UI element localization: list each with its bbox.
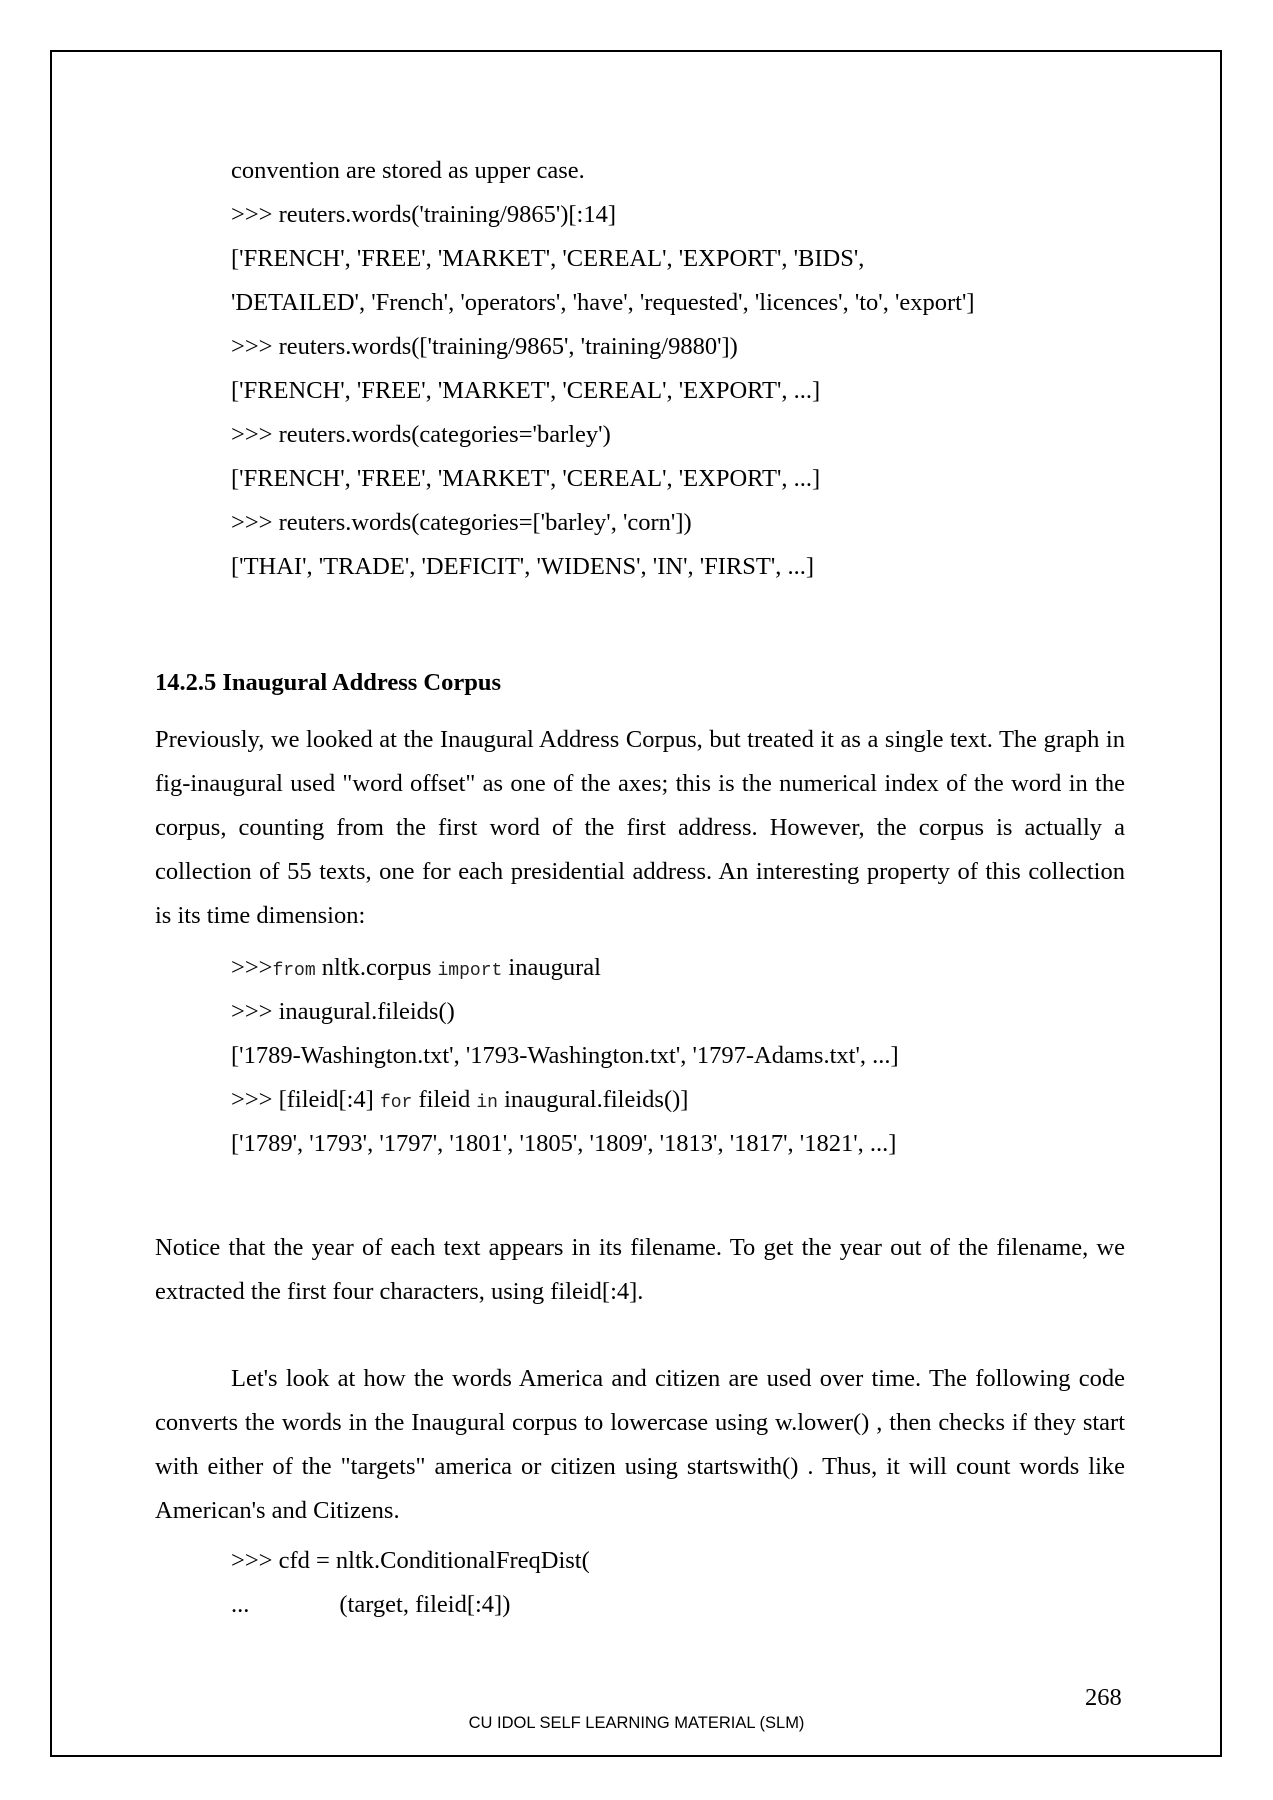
code-line: >>> [fileid[:4] for fileid in inaugural.fileids()] bbox=[231, 1086, 689, 1113]
code-line: convention are stored as upper case. bbox=[231, 157, 585, 184]
code-line: ... (target, fileid[:4]) bbox=[231, 1591, 511, 1618]
code-line: >>> inaugural.fileids() bbox=[231, 998, 455, 1025]
code-line: >>> reuters.words(categories=['barley', 'corn']) bbox=[231, 509, 692, 536]
code-line: ['FRENCH', 'FREE', 'MARKET', 'CEREAL', 'EXPORT', ...] bbox=[231, 465, 821, 492]
code-line: ['FRENCH', 'FREE', 'MARKET', 'CEREAL', 'EXPORT', ...] bbox=[231, 377, 821, 404]
page-number: 268 bbox=[1085, 1684, 1122, 1711]
body-paragraph: Previously, we looked at the Inaugural Address Corpus, but treated it as a single text. The graph in fig-inaugural used "word offset" as one of the axes; this is the numerical index of the word in the corpus, counting from the first word of the first address. However, the corpus is actually a collection of 55 texts, one for each presidential address. An interesting property of this collection is its time dimension: bbox=[155, 726, 1125, 929]
code-line: >>> reuters.words('training/9865')[:14] bbox=[231, 201, 617, 228]
code-line: 'DETAILED', 'French', 'operators', 'have', 'requested', 'licences', 'to', 'export'] bbox=[231, 289, 975, 316]
body-paragraph: Notice that the year of each text appears in its filename. To get the year out of the filename, we extracted the first four characters, using fileid[:4]. bbox=[155, 1234, 1125, 1305]
section-heading: 14.2.5 Inaugural Address Corpus bbox=[155, 669, 502, 696]
keyword: in bbox=[476, 1093, 498, 1113]
footer-text: CU IDOL SELF LEARNING MATERIAL (SLM) bbox=[468, 1714, 805, 1732]
code-line: >>> reuters.words(['training/9865', 'training/9880']) bbox=[231, 333, 738, 360]
code-line: ['1789-Washington.txt', '1793-Washington.txt', '1797-Adams.txt', ...] bbox=[231, 1042, 899, 1069]
code-line: >>> cfd = nltk.ConditionalFreqDist( bbox=[231, 1547, 590, 1574]
code-line: >>>from nltk.corpus import inaugural bbox=[231, 954, 601, 981]
keyword: import bbox=[437, 961, 503, 981]
code-line: ['1789', '1793', '1797', '1801', '1805', '1809', '1813', '1817', '1821', ...] bbox=[231, 1130, 897, 1157]
keyword: for bbox=[379, 1093, 413, 1113]
code-line: ['FRENCH', 'FREE', 'MARKET', 'CEREAL', 'EXPORT', 'BIDS', bbox=[231, 245, 865, 272]
body-paragraph: Let's look at how the words America and citizen are used over time. The following code converts the words in the Inaugural corpus to lowercase using w.lower() , then checks if they start with either of the "targets" america or citizen using startswith() . Thus, it will count words like American's and Citizens. bbox=[155, 1365, 1125, 1524]
keyword: from bbox=[272, 961, 316, 981]
code-line: >>> reuters.words(categories='barley') bbox=[231, 421, 611, 448]
code-line: ['THAI', 'TRADE', 'DEFICIT', 'WIDENS', 'IN', 'FIRST', ...] bbox=[231, 553, 815, 580]
